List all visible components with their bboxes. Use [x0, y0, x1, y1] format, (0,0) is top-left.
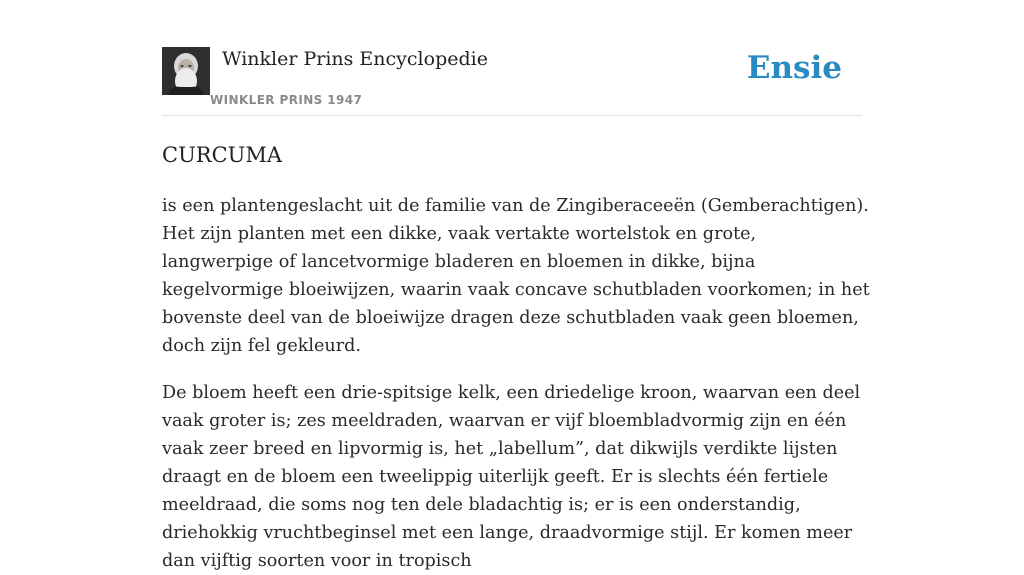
author-avatar — [162, 47, 210, 95]
source-title[interactable]: Winkler Prins Encyclopedie — [222, 48, 488, 70]
article-title: CURCUMA — [162, 143, 283, 167]
brand-logo-link[interactable]: Ensie — [746, 50, 842, 86]
article-paragraph: De bloem heeft een drie-spitsige kelk, een driedelige kroon, waarvan een deel vaak groter is; zes meeldraden, waarvan er vijf bloembladvormig zijn en één vaak zeer breed en lipvormig is, het „labellum”, dat dikwijls verdikte lijsten draagt en de bloem een tweelippig uiterlijk geeft. Er is slechts één fertiele meeldraad, die soms nog ten dele bladachtig is; er is een onderstandig, driehokkig vruchtbeginsel met een lange, draadvormige stijl. Er komen meer dan vijftig soorten voor in tropisch — [162, 383, 861, 571]
source-edition: WINKLER PRINS 1947 — [210, 93, 363, 107]
article — [162, 139, 872, 575]
source-header — [162, 44, 862, 116]
article-paragraph: is een plantengeslacht uit de familie van de Zingiberaceeën (Gemberachtigen). Het zijn planten met een dikke, vaak vertakte wortelstok en grote, langwerpige of lancetvormige bladeren en bloemen in dikke, bijna kegelvormige bloeiwijzen, waarin vaak concave schutbladen voorkomen; in het bovenste deel van de bloeiwijze dragen deze schutbladen vaak geen bloemen, doch zijn fel gekleurd. — [162, 196, 870, 356]
portrait-icon — [162, 47, 210, 95]
